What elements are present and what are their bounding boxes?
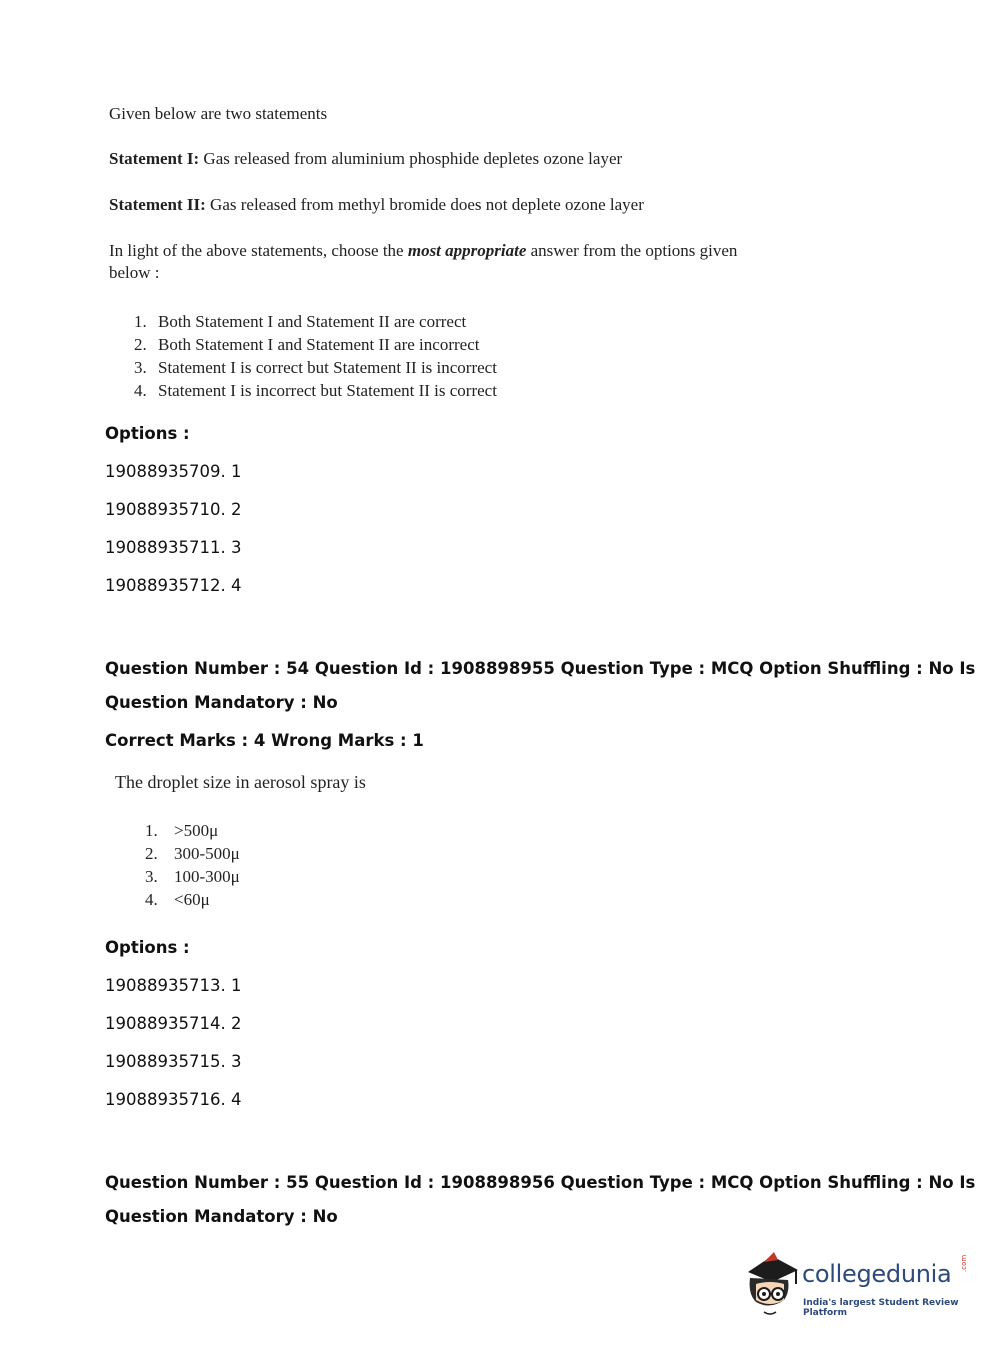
q54-options-heading: Options : <box>105 938 190 957</box>
q54-marks: Correct Marks : 4 Wrong Marks : 1 <box>105 731 424 750</box>
q54-choice-list <box>145 819 240 911</box>
q54-choice: 2. 300-500μ <box>145 844 240 863</box>
logo-tagline: India's largest Student Review Platform <box>803 1298 959 1318</box>
q53-statement-1-text: Gas released from aluminium phosphide depletes ozone layer <box>199 149 623 168</box>
q53-option: 19088935710. 2 <box>105 500 242 519</box>
q54-choice: 4. <60μ <box>145 890 210 909</box>
q54-choice: 1. >500μ <box>145 821 219 840</box>
q53-statement-1-label: Statement I: <box>109 149 200 168</box>
q54-meta-line2: Question Mandatory : No <box>105 693 338 712</box>
q53-choice: 1. Both Statement I and Statement II are correct <box>134 312 467 331</box>
q53-options-heading: Options : <box>105 424 190 443</box>
q54-option: 19088935716. 4 <box>105 1090 242 1109</box>
q55-meta-line1: Question Number : 55 Question Id : 1908898956 Question Type : MCQ Option Shuffling : No Is <box>105 1173 976 1192</box>
q53-option: 19088935711. 3 <box>105 538 242 557</box>
q53-instruction-emphasis: most appropriate <box>407 241 527 260</box>
q54-choice: 3. 100-300μ <box>145 867 240 886</box>
q53-choice: 2. Both Statement I and Statement II are incorrect <box>134 335 480 354</box>
q54-option: 19088935714. 2 <box>105 1014 242 1033</box>
q53-instruction-post: answer from the options given <box>526 241 738 260</box>
q53-instruction <box>109 241 737 261</box>
logo-com: .com <box>960 1254 968 1272</box>
q54-option: 19088935715. 3 <box>105 1052 242 1071</box>
q53-instruction-pre: In light of the above statements, choose the <box>109 241 408 260</box>
mascot-icon <box>742 1250 800 1320</box>
q53-choice-list <box>134 310 497 402</box>
q55-meta-line2: Question Mandatory : No <box>105 1207 338 1226</box>
q53-choice: 4. Statement I is incorrect but Statement II is correct <box>134 381 497 400</box>
q53-statement-2-label: Statement II: <box>109 195 206 214</box>
q54-meta-line1: Question Number : 54 Question Id : 1908898955 Question Type : MCQ Option Shuffling : No Is <box>105 659 976 678</box>
q53-option: 19088935712. 4 <box>105 576 242 595</box>
q53-statement-2-text: Gas released from methyl bromide does not deplete ozone layer <box>205 195 644 214</box>
q53-choice: 3. Statement I is correct but Statement II is incorrect <box>134 358 497 377</box>
logo-wordmark: collegedunia <box>802 1260 952 1288</box>
q53-instruction-line2: below : <box>109 263 160 282</box>
q53-statement-1 <box>109 149 622 169</box>
q54-option: 19088935713. 1 <box>105 976 242 995</box>
q54-question: The droplet size in aerosol spray is <box>115 772 366 792</box>
q53-option: 19088935709. 1 <box>105 462 242 481</box>
collegedunia-logo <box>742 1250 972 1320</box>
q53-statement-2 <box>109 195 644 215</box>
q53-intro: Given below are two statements <box>109 104 328 123</box>
